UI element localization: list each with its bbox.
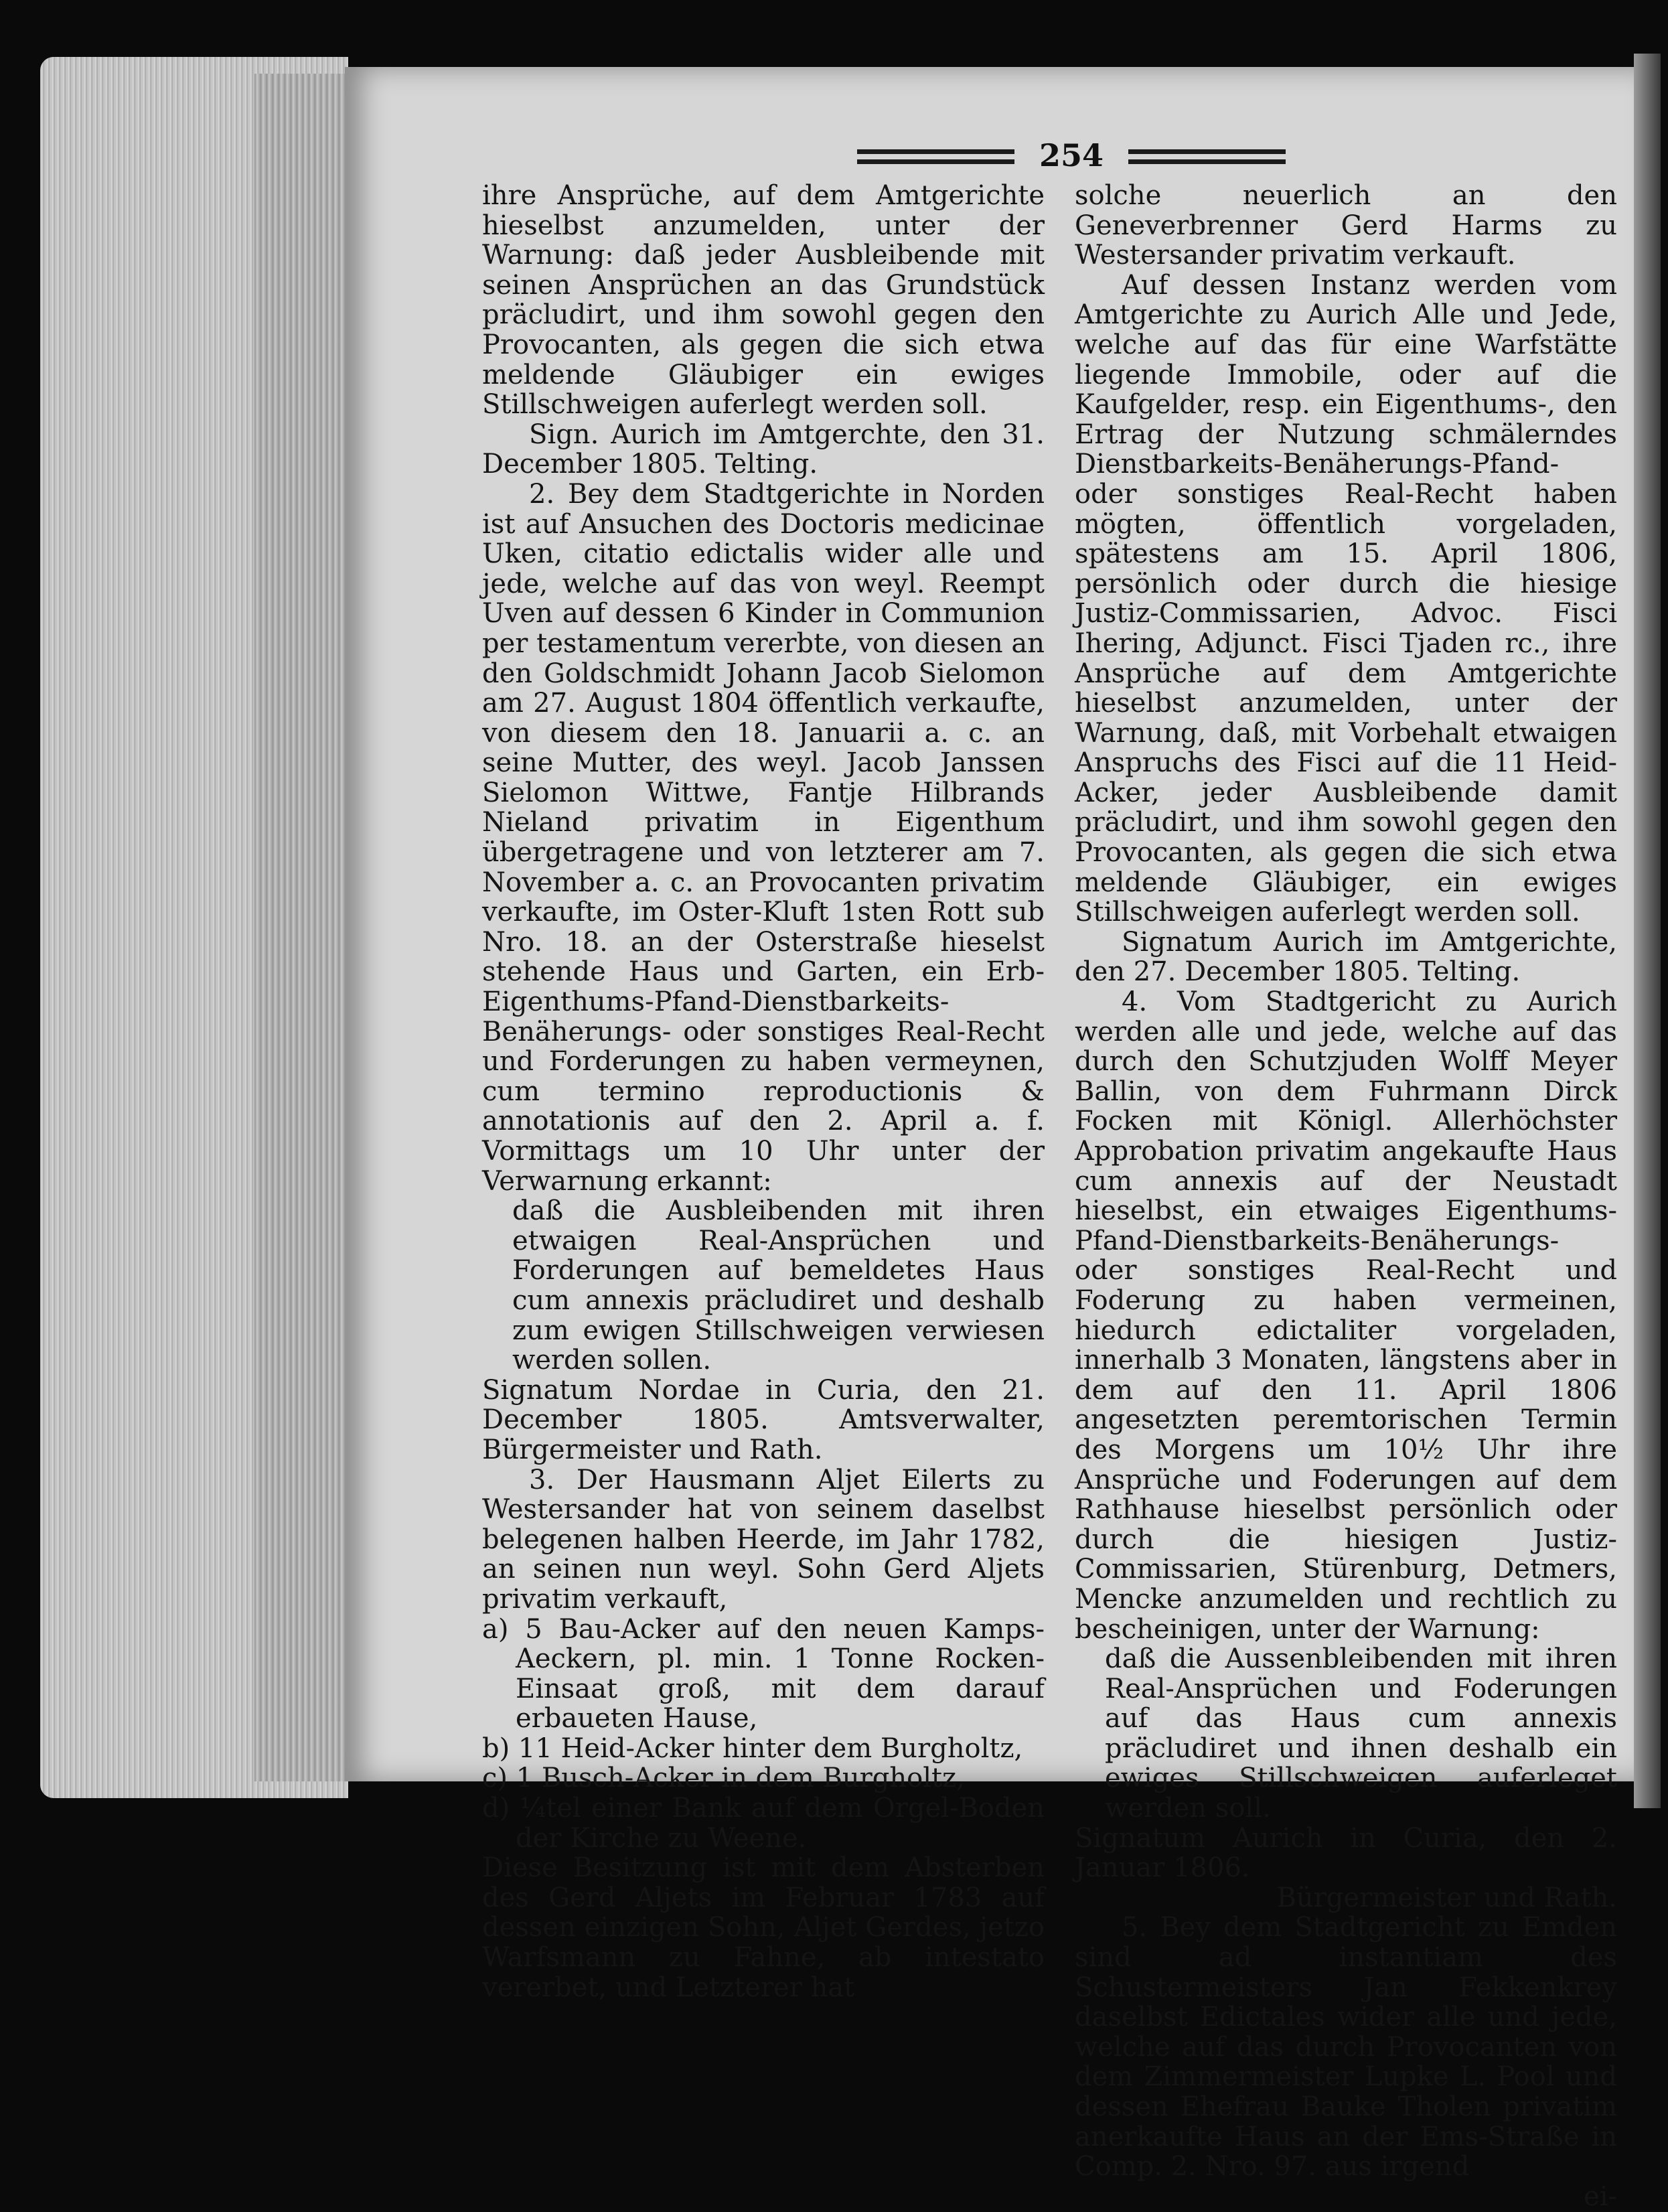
header-rule-right (1128, 149, 1286, 164)
list-item: b) 11 Heid-Acker hinter dem Burgholtz, (482, 1732, 1023, 1764)
paragraph: solche neuerlich an den Geneverbrenner Gerd Harms zu Westersander privatim verkauft. (1075, 180, 1617, 271)
list-item: c) 1 Busch-Acker in dem Burgholtz, (482, 1763, 965, 1794)
paragraph: ihre Ansprüche, auf dem Amtgerichte hieselbst anzumelden, unter der Warnung: daß jeder Ausbleibende mit seinen Ansprüchen an das Grundstück präcludirt, und ihm sowohl gegen den Provocanten, als gegen die sich etwa meldende Gläubiger ein ewiges Stillschweigen auferlegt werden soll. (482, 180, 1045, 421)
list-item: d) ¼tel einer Bank auf dem Orgel-Boden der Kirche zu Weene. (482, 1793, 1045, 1854)
signature-paragraph: Sign. Aurich im Amtgerchte, den 31. December 1805. Telting. (482, 419, 1045, 480)
page-number: 254 (1039, 137, 1104, 173)
paragraph: Auf dessen Instanz werden vom Amtgerichte zu Aurich Alle und Jede, welche auf das für eine Warfstätte liegende Immobile, oder auf die Kaufgelder, resp. ein Eigenthums-, den Ertrag der Nutzung schmälerndes Dienstbarkeits-Benäherungs-Pfand- oder sonstiges Real-Recht haben mögten, öffentlich vorgeladen, spätestens am 15. April 1806, persönlich oder durch die hiesige Justiz-Commissarien, Advoc. Fisci Ihering, Adjunct. Fisci Tjaden rc., ihre Ansprüche auf dem Amtgerichte hieselbst anzumelden, unter der Warnung, daß, mit Vorbehalt etwaigen Anspruchs des Fisci auf die 11 Heid-Acker, jeder Ausbleibende damit präcludirt, und ihm sowohl gegen den Provocanten, als gegen die sich etwa meldende Gläubiger, ein ewiges Stillschweigen auferlegt werden soll. (1075, 269, 1617, 928)
list-item: a) 5 Bau-Acker auf den neuen Kamps-Aeckern, pl. min. 1 Tonne Rocken-Einsaat groß, mit dem darauf erbaueten Hause, (482, 1613, 1045, 1735)
warning-paragraph: daß die Aussenbleibenden mit ihren Real-Ansprüchen und Foderungen auf das Haus cum annexis präcludiret und ihnen deshalb ein ewiges Stillschweigen auferleget werden soll. (1105, 1643, 1617, 1824)
notice-5-paragraph: 5. Bey dem Stadtgericht zu Emden sind ad instantiam des Schustermeisters Jan Fekkenkrey daselbst Edictales wider alle und jede, welche auf das durch Provocanten von dem Zimmermeister Lupke L. Pool und dessen Ehefrau Bauke Tholen privatim anerkaufte Haus an der Ems-Straße in Comp. 2. Nro. 97. aus irgend (1075, 1912, 1617, 2183)
signature-paragraph: Signatum Aurich in Curia, den 2. Januar 1806. (1075, 1822, 1617, 1884)
notice-2-paragraph: 2. Bey dem Stadtgerichte in Norden ist auf Ansuchen des Doctoris medicinae Uken, citatio edictalis wider alle und jede, welche auf das von weyl. Reempt Uven auf dessen 6 Kinder in Communion per testamentum vererbte, von diesen an den Goldschmidt Johann Jacob Sielomon am 27. August 1804 öffentlich verkaufte, von diesem den 18. Januarii a. c. an seine Mutter, des weyl. Jacob Janssen Sielomon Wittwe, Fantje Hilbrands Nieland privatim in Eigenthum übergetragene und von letzterer am 7. November a. c. an Provocanten privatim verkaufte, im Oster-Kluft 1sten Rott sub Nro. 18. an der Osterstraße hieselst stehende Haus und Garten, ein Erb-Eigenthums-Pfand-Dienstbarkeits-Benäherungs- oder sonstiges Real-Recht und Forderungen zu haben vermeynen, cum termino reproductionis & annotationis auf den 2. April a. f. Vormittags um 10 Uhr unter der Verwarnung erkannt: (482, 478, 1045, 1197)
left-text-column (482, 181, 1045, 2002)
signature-paragraph: Signatum Nordae in Curia, den 21. December 1805. Amtsverwalter, Bürgermeister und Rath. (482, 1374, 1045, 1465)
notice-3-paragraph: 3. Der Hausmann Aljet Eilerts zu Westersander hat von seinem daselbst belegenen halben Heerde, im Jahr 1782, an seinen nun weyl. Sohn Gerd Aljets privatim verkauft, (482, 1464, 1045, 1615)
page-fold-shadow (1634, 54, 1661, 1808)
signature-authority: Bürgermeister und Rath. (1276, 1882, 1617, 1913)
notice-4-paragraph: 4. Vom Stadtgericht zu Aurich werden alle und jede, welche auf das durch den Schutzjuden Wolff Meyer Ballin, von dem Fuhrmann Dirck Focken mit Königl. Allerhöchster Approbation privatim angekaufte Haus cum annexis auf der Neustadt hieselbst, ein etwaiges Eigenthums-Pfand-Dienstbarkeits-Benäherungs- oder sonstiges Real-Recht und Foderung zu haben vermeinen, hiedurch edictaliter vorgeladen, innerhalb 3 Monaten, längstens aber in dem auf den 11. April 1806 angesetzten peremtorischen Termin des Morgens um 10½ Uhr ihre Ansprüche und Foderungen auf dem Rathhause hieselbst persönlich oder durch die hiesigen Justiz-Commissarien, Stürenburg, Detmers, Mencke anzumelden und rechtlich zu bescheinigen, unter der Warnung: (1075, 986, 1617, 1645)
warning-paragraph: daß die Ausbleibenden mit ihren etwaigen Real-Ansprüchen und Forderungen auf bemeldetes Haus cum annexis präcludiret und deshalb zum ewigen Stillschweigen verwiesen werden sollen. (512, 1195, 1045, 1376)
catchword: ei- (1584, 2181, 1617, 2212)
paragraph: Diese Besitzung ist mit dem Absterben des Gerd Aljets im Februar 1783 auf dessen einzigen Sohn, Aljet Gerdes, jetzo Warfsmann zu Fahne, ab intestato vererbet, und Letzterer hat (482, 1852, 1045, 2003)
header-rule-left (857, 149, 1014, 164)
book-page-edges-inner (254, 74, 348, 1781)
page-header (857, 137, 1286, 177)
signature-paragraph: Signatum Aurich im Amtgerichte, den 27. December 1805. Telting. (1075, 926, 1617, 988)
